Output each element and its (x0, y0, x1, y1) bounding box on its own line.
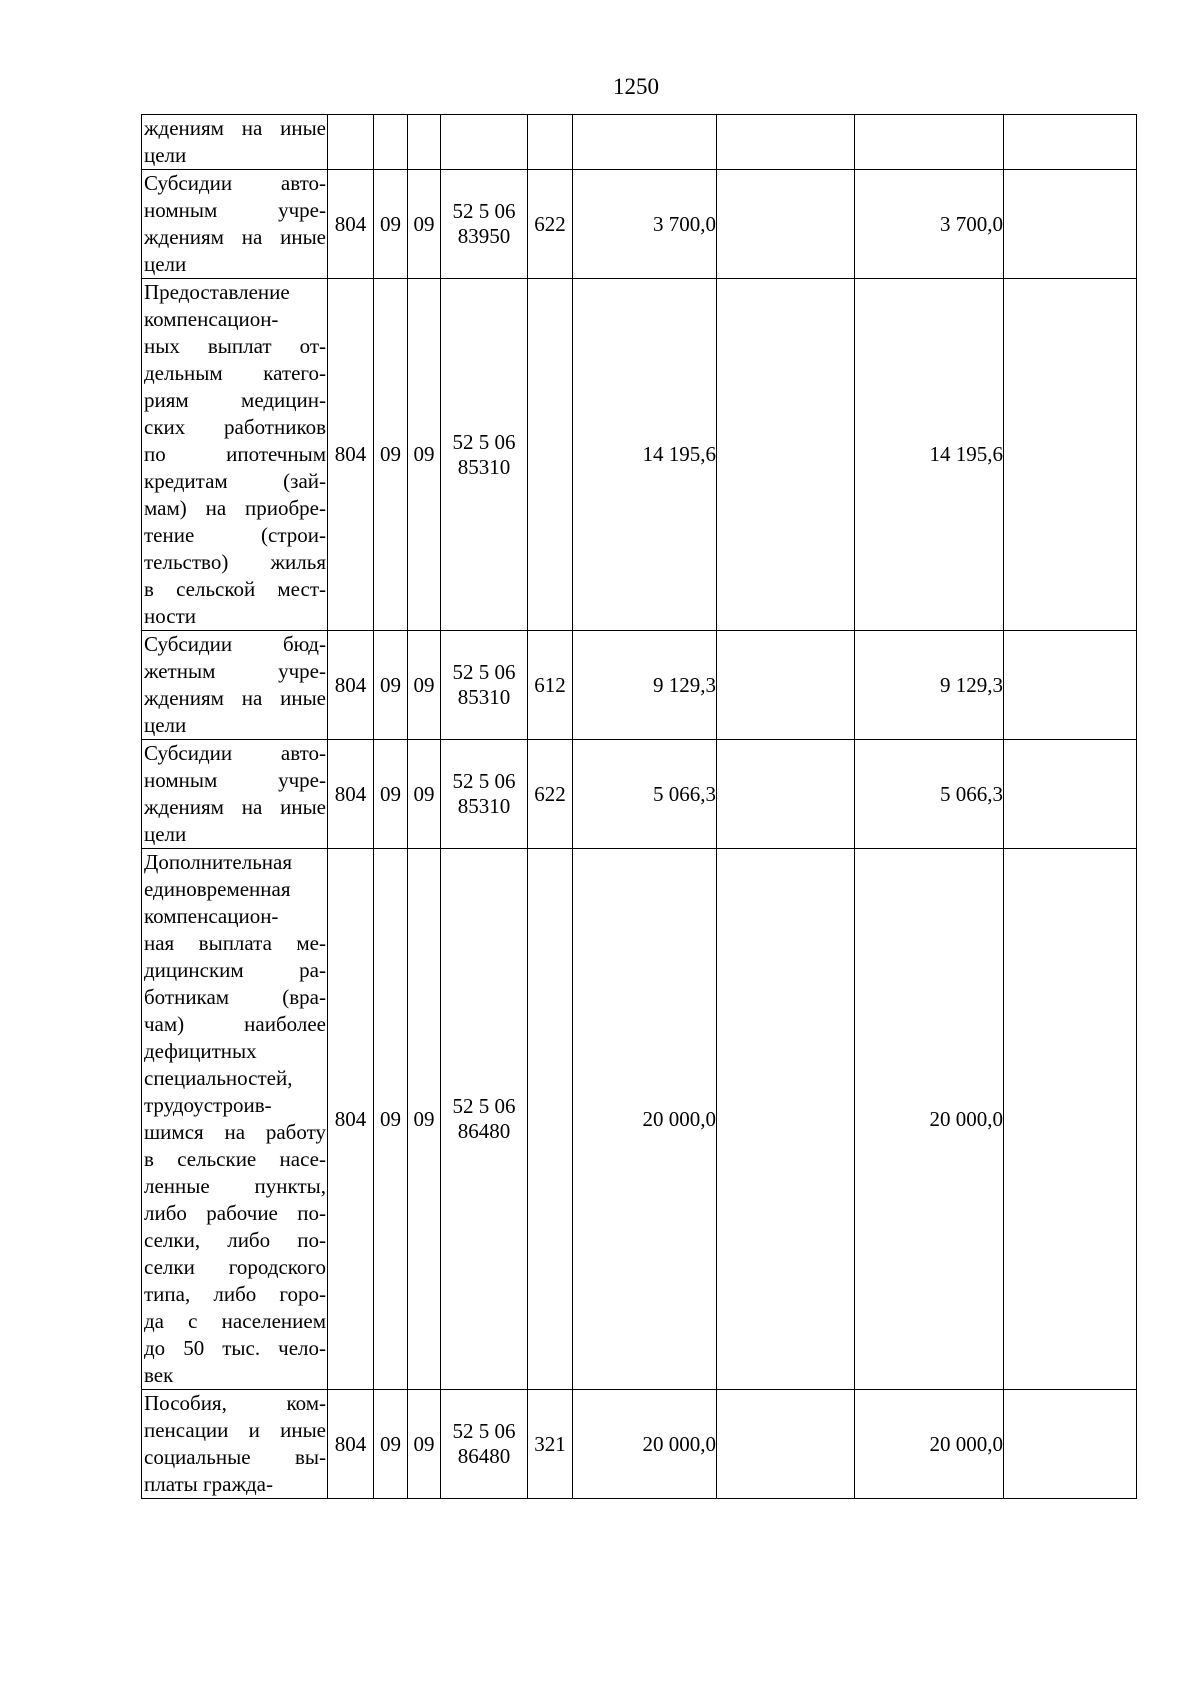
expense-name-line: кредитам (зай- (144, 469, 326, 493)
empty-cell (1004, 115, 1137, 170)
section-code-cell: 09 (374, 740, 408, 849)
expense-name-line: ленные пункты, (144, 1174, 326, 1198)
expense-name-line: ботникам (вра- (144, 985, 326, 1009)
target-code-line: 52 5 06 (452, 1419, 516, 1443)
expense-name-line: компенсацион- (144, 307, 279, 331)
empty-cell (717, 740, 855, 849)
amount-cell: 20 000,0 (855, 1390, 1004, 1499)
empty-cell (1004, 1390, 1137, 1499)
expense-name-line: типа, либо горо- (144, 1282, 326, 1306)
expense-name-line: селки городского (144, 1255, 326, 1279)
target-code-cell (441, 170, 528, 279)
expense-name-line: тельство) жилья (144, 550, 326, 574)
expense-name-line: риям медицин- (144, 388, 326, 412)
expense-name-line: шимся на работу (144, 1120, 326, 1144)
expense-name-cell (142, 1390, 328, 1499)
expense-name-cell (142, 115, 328, 170)
table-row (142, 170, 1137, 279)
table-row (142, 1390, 1137, 1499)
amount-cell: 9 129,3 (573, 631, 717, 740)
table-row (142, 115, 1137, 170)
amount-cell (573, 115, 717, 170)
expense-name-line: дельным катего- (144, 361, 326, 385)
expense-name-line: компенсацион- (144, 904, 279, 928)
expense-name-line: селки, либо по- (144, 1228, 326, 1252)
expense-name-line: ждениям на иные (144, 795, 326, 819)
expense-name-line: Субсидии авто- (144, 171, 326, 195)
amount-cell: 20 000,0 (573, 849, 717, 1390)
target-code-line: 52 5 06 (452, 1094, 516, 1118)
subsection-code-cell (408, 115, 441, 170)
budget-table (141, 114, 1137, 1499)
target-code-cell (441, 740, 528, 849)
ministry-code-cell: 804 (328, 631, 374, 740)
expense-name-line: Субсидии авто- (144, 741, 326, 765)
expense-type-cell: 622 (528, 740, 573, 849)
expense-name-line: номным учре- (144, 198, 326, 222)
empty-cell (717, 849, 855, 1390)
section-code-cell: 09 (374, 849, 408, 1390)
expense-name-line: номным учре- (144, 768, 326, 792)
expense-name-line: Предоставление (144, 280, 290, 304)
expense-name-line: платы гражда- (144, 1472, 273, 1496)
expense-name-line: мам) на приобре- (144, 496, 326, 520)
expense-name-line: цели (144, 252, 187, 276)
table-row (142, 279, 1137, 631)
expense-name-cell (142, 631, 328, 740)
subsection-code-cell: 09 (408, 170, 441, 279)
section-code-cell: 09 (374, 279, 408, 631)
expense-name-line: по ипотечным (144, 442, 326, 466)
empty-cell (1004, 631, 1137, 740)
ministry-code-cell: 804 (328, 170, 374, 279)
ministry-code-cell: 804 (328, 1390, 374, 1499)
ministry-code-cell: 804 (328, 740, 374, 849)
expense-name-line: социальные вы- (144, 1445, 326, 1469)
expense-type-cell: 321 (528, 1390, 573, 1499)
table-body (142, 115, 1137, 1499)
target-code-cell (441, 279, 528, 631)
empty-cell (1004, 740, 1137, 849)
expense-name-line: дицинским ра- (144, 958, 326, 982)
empty-cell (717, 631, 855, 740)
expense-name-line: ных выплат от- (144, 334, 326, 358)
expense-name-line: в сельской мест- (144, 577, 326, 601)
expense-name-line: цели (144, 143, 187, 167)
expense-type-cell: 622 (528, 170, 573, 279)
empty-cell (1004, 279, 1137, 631)
expense-name-line: в сельские насе- (144, 1147, 326, 1171)
page-number: 1250 (613, 74, 659, 99)
expense-name-line: Субсидии бюд- (144, 632, 326, 656)
target-code-line: 86480 (457, 1444, 511, 1468)
expense-name-line: ная выплата ме- (144, 931, 326, 955)
target-code-line: 85310 (457, 794, 511, 818)
expense-name-line: цели (144, 713, 187, 737)
expense-name-line: дефицитных (144, 1039, 257, 1063)
amount-cell: 5 066,3 (573, 740, 717, 849)
section-code-cell: 09 (374, 170, 408, 279)
expense-name-line: тение (строи- (144, 523, 326, 547)
expense-name-cell (142, 170, 328, 279)
target-code-line: 83950 (457, 224, 511, 248)
expense-name-line: Дополнительная (144, 850, 293, 874)
expense-name-line: ждениям на иные (144, 116, 326, 140)
target-code-line: 86480 (457, 1119, 511, 1143)
expense-name-line: ности (144, 604, 196, 628)
expense-type-cell (528, 849, 573, 1390)
expense-name-line: жетным учре- (144, 659, 326, 683)
empty-cell (717, 170, 855, 279)
expense-name-line: либо рабочие по- (144, 1201, 326, 1225)
table-row (142, 740, 1137, 849)
expense-name-line: до 50 тыс. чело- (144, 1336, 326, 1360)
subsection-code-cell: 09 (408, 631, 441, 740)
amount-cell: 14 195,6 (855, 279, 1004, 631)
target-code-line: 85310 (457, 685, 511, 709)
expense-name-line: единовременная (144, 877, 291, 901)
target-code-line: 52 5 06 (452, 199, 516, 223)
expense-name-line: пенсации и иные (144, 1418, 326, 1442)
expense-name-line: Пособия, ком- (144, 1391, 326, 1415)
expense-type-cell (528, 279, 573, 631)
section-code-cell: 09 (374, 631, 408, 740)
target-code-cell (441, 115, 528, 170)
target-code-line: 52 5 06 (452, 769, 516, 793)
amount-cell (855, 115, 1004, 170)
subsection-code-cell: 09 (408, 740, 441, 849)
ministry-code-cell: 804 (328, 279, 374, 631)
expense-name-line: трудоустроив- (144, 1093, 272, 1117)
expense-name-cell (142, 849, 328, 1390)
target-code-cell (441, 849, 528, 1390)
empty-cell (717, 279, 855, 631)
target-code-line: 85310 (457, 454, 511, 479)
expense-type-cell (528, 115, 573, 170)
ministry-code-cell (328, 115, 374, 170)
expense-name-line: цели (144, 822, 187, 846)
amount-cell: 9 129,3 (855, 631, 1004, 740)
empty-cell (1004, 849, 1137, 1390)
amount-cell: 14 195,6 (573, 279, 717, 631)
target-code-cell (441, 631, 528, 740)
expense-type-cell: 612 (528, 631, 573, 740)
amount-cell: 20 000,0 (855, 849, 1004, 1390)
section-code-cell (374, 115, 408, 170)
target-code-line: 52 5 06 (452, 660, 516, 684)
target-code-line: 52 5 06 (452, 429, 516, 454)
expense-name-line: ждениям на иные (144, 225, 326, 249)
amount-cell: 3 700,0 (573, 170, 717, 279)
subsection-code-cell: 09 (408, 1390, 441, 1499)
amount-cell: 20 000,0 (573, 1390, 717, 1499)
subsection-code-cell: 09 (408, 849, 441, 1390)
amount-cell: 3 700,0 (855, 170, 1004, 279)
table-row (142, 849, 1137, 1390)
target-code-cell (441, 1390, 528, 1499)
subsection-code-cell: 09 (408, 279, 441, 631)
empty-cell (717, 1390, 855, 1499)
expense-name-line: чам) наиболее (144, 1012, 326, 1036)
expense-name-cell (142, 279, 328, 631)
expense-name-line: ских работников (144, 415, 326, 439)
expense-name-line: да с населением (144, 1309, 326, 1333)
ministry-code-cell: 804 (328, 849, 374, 1390)
expense-name-cell (142, 740, 328, 849)
empty-cell (717, 115, 855, 170)
table-row (142, 631, 1137, 740)
expense-name-line: специальностей, (144, 1066, 293, 1090)
amount-cell: 5 066,3 (855, 740, 1004, 849)
section-code-cell: 09 (374, 1390, 408, 1499)
empty-cell (1004, 170, 1137, 279)
expense-name-line: ждениям на иные (144, 686, 326, 710)
expense-name-line: век (144, 1363, 174, 1387)
